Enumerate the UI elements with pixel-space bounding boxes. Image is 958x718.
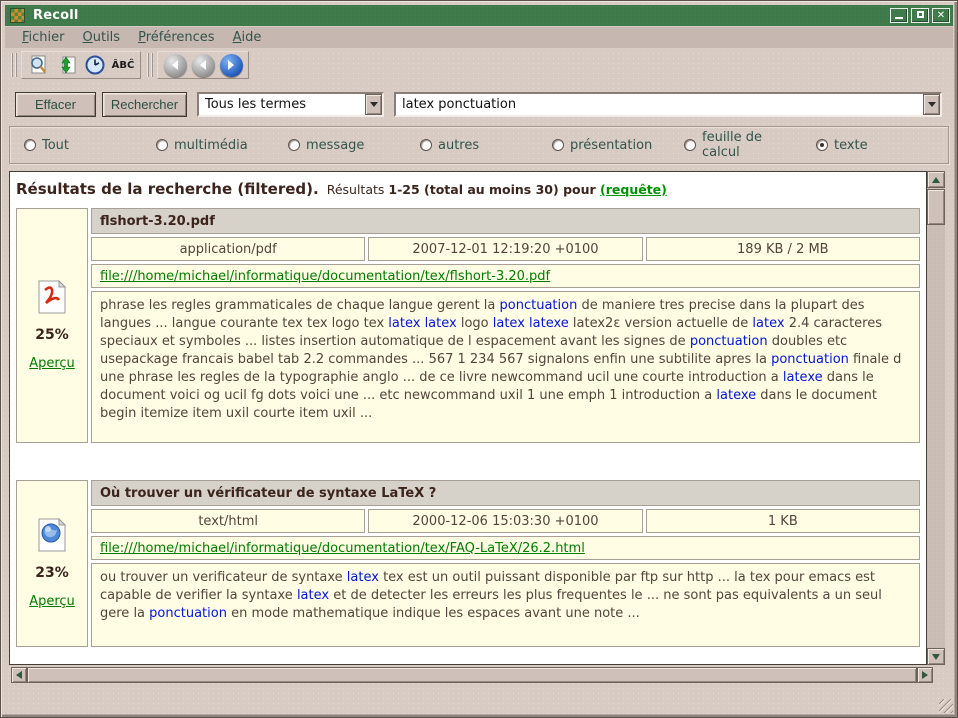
radio-icon[interactable]	[552, 139, 564, 151]
scroll-left-button[interactable]	[11, 667, 27, 683]
abc-icon: ÂBĈ	[111, 59, 135, 71]
minimize-icon	[895, 17, 903, 19]
sort-dates-button[interactable]	[81, 52, 109, 78]
menu-preferences[interactable]: Préférences	[138, 30, 215, 45]
relevance-percent: 23%	[35, 565, 69, 581]
maximize-button[interactable]	[911, 8, 929, 23]
preview-link[interactable]: Aperçu	[29, 594, 75, 609]
triangle-left-icon	[16, 671, 22, 679]
app-icon	[10, 8, 25, 23]
search-document-icon	[28, 54, 50, 76]
close-button[interactable]	[932, 8, 950, 23]
result-title: Où trouver un vérificateur de syntaxe LaTeX ?	[91, 480, 920, 506]
horizontal-scrollbar-thumb[interactable]	[27, 667, 917, 683]
result-snippet: ou trouver un verificateur de syntaxe latex tex est un outil puissant disponible par ftp sur http ... la tex pour emacs est capable de verifier la syntaxe latex et de detecter les erreurs les plus frequentes le ... ne sont pas equivalents a un seul gere la ponctuation en mode mathematique indique les espaces avant une note ...	[91, 563, 920, 647]
chevron-down-icon[interactable]	[365, 94, 382, 115]
triangle-up-icon	[932, 177, 940, 183]
relevance-percent: 25%	[35, 327, 69, 343]
result-url-link[interactable]: file:///home/michael/informatique/documentation/tex/FAQ-LaTeX/26.2.html	[100, 541, 585, 556]
sort-document-icon	[56, 54, 78, 76]
menubar	[5, 27, 953, 49]
result-url-cell	[91, 264, 920, 288]
result-size: 1 KB	[646, 509, 920, 533]
radio-texte[interactable]: texte	[802, 138, 934, 153]
vertical-scrollbar[interactable]	[927, 171, 945, 665]
triangle-right-icon	[922, 671, 928, 679]
first-page-button[interactable]	[161, 52, 189, 78]
radio-icon[interactable]	[24, 139, 36, 151]
radio-feuille-de-calcul[interactable]: feuille de calcul	[670, 130, 802, 160]
scroll-right-button[interactable]	[917, 667, 933, 683]
toolbar	[5, 50, 953, 80]
search-mode-select[interactable]	[197, 92, 384, 117]
term-explorer-button[interactable]	[109, 52, 137, 78]
radio-icon[interactable]	[684, 139, 696, 151]
minimize-button[interactable]	[890, 8, 908, 23]
pdf-file-icon	[37, 280, 67, 314]
triangle-down-icon	[932, 654, 940, 660]
radio-icon[interactable]	[288, 139, 300, 151]
result-url-cell	[91, 536, 920, 560]
show-query-button[interactable]	[25, 52, 53, 78]
search-mode-value: Tous les termes	[205, 96, 306, 112]
radio-autres[interactable]: autres	[406, 138, 538, 153]
resize-grip[interactable]	[939, 699, 953, 713]
toolbar-handle-2[interactable]	[147, 53, 153, 77]
results-header	[10, 172, 926, 208]
result-item-2	[16, 480, 920, 647]
toolbar-handle[interactable]	[11, 53, 17, 77]
maximize-icon	[917, 11, 924, 18]
result-snippet: phrase les regles grammaticales de chaque langue gerent la ponctuation de maniere tres precise dans la plupart des langues ... langue courante tex tex logo tex latex latex logo latex latexe latex2ε version actuelle de latex 2.4 caracteres speciaux et symboles ... listes insertion automatique de l espacement avant les signes de ponctuation doubles etc usepackage francais babel tab 2.2 commandes ... 567 1 234 567 signalons enfin une subtilite apres la ponctuation finale d une phrase les regles de la typographie anglo ... de ce livre newcommand ucil une courte introduction a latexe dans le document voici og ucil fg dots voici une ... etc newcommand uxil 1 une emph 1 introduction a latexe dans le document begin itemize item uxil courte item uxil ...	[91, 291, 920, 443]
query-link[interactable]: (requête)	[600, 182, 667, 197]
menu-fichier[interactable]: Fichier	[22, 30, 65, 45]
toolbar-group-nav	[157, 51, 249, 79]
category-filterbar	[9, 126, 949, 164]
arrow-right-icon	[220, 54, 243, 77]
clock-icon	[84, 54, 106, 76]
menu-aide[interactable]: Aide	[232, 30, 262, 45]
scroll-up-button[interactable]	[927, 171, 945, 188]
results-count-prefix: Résultats	[326, 182, 389, 197]
result-side-panel	[16, 208, 88, 443]
horizontal-scrollbar[interactable]	[11, 667, 933, 683]
previous-page-button[interactable]	[189, 52, 217, 78]
result-date: 2007-12-01 12:19:20 +0100	[368, 237, 642, 261]
query-value: latex ponctuation	[402, 96, 517, 112]
result-size: 189 KB / 2 MB	[646, 237, 920, 261]
result-mime: text/html	[91, 509, 365, 533]
results-title: Résultats de la recherche (filtered).	[16, 180, 319, 198]
radio-message[interactable]: message	[274, 138, 406, 153]
result-date: 2000-12-06 15:03:30 +0100	[368, 509, 642, 533]
query-input[interactable]	[394, 92, 942, 117]
clear-button[interactable]: Effacer	[15, 92, 96, 117]
scroll-down-button[interactable]	[927, 648, 945, 665]
search-row	[5, 89, 953, 119]
next-page-button[interactable]	[217, 52, 245, 78]
preview-link[interactable]: Aperçu	[29, 356, 75, 371]
result-title: flshort-3.20.pdf	[91, 208, 920, 234]
sort-relevance-button[interactable]	[53, 52, 81, 78]
window-title: Recoll	[33, 8, 79, 23]
vertical-scrollbar-thumb[interactable]	[927, 189, 945, 225]
close-icon: ✕	[936, 10, 946, 21]
html-file-icon	[37, 518, 67, 552]
radio-icon[interactable]	[816, 139, 828, 151]
radio-icon[interactable]	[156, 139, 168, 151]
chevron-down-icon[interactable]	[923, 94, 940, 115]
result-side-panel	[16, 480, 88, 647]
radio-multimedia[interactable]: multimédia	[142, 138, 274, 153]
result-item-1	[16, 208, 920, 443]
arrow-left-first-icon	[164, 54, 187, 77]
radio-tout[interactable]: Tout	[10, 138, 142, 153]
arrow-left-icon	[192, 54, 215, 77]
toolbar-group-tools	[21, 51, 141, 79]
titlebar[interactable]	[5, 5, 953, 26]
result-url-link[interactable]: file:///home/michael/informatique/documentation/tex/flshort-3.20.pdf	[100, 269, 551, 284]
search-button[interactable]: Rechercher	[102, 92, 187, 117]
results-count: 1-25 (total au moins 30) pour	[388, 182, 601, 197]
radio-icon[interactable]	[420, 139, 432, 151]
results-list[interactable]	[9, 171, 927, 665]
radio-presentation[interactable]: présentation	[538, 138, 670, 153]
result-mime: application/pdf	[91, 237, 365, 261]
menu-outils[interactable]: Outils	[82, 30, 121, 45]
